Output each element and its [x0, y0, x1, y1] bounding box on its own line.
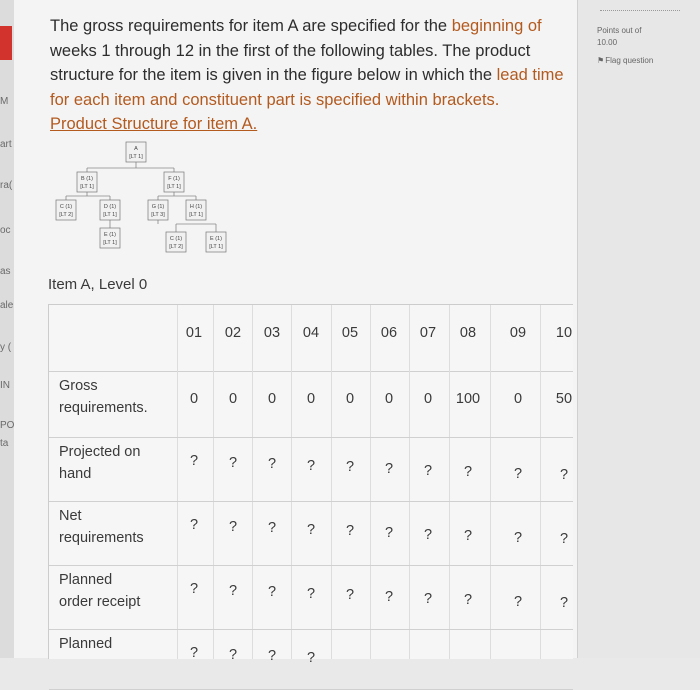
level-title: Item A, Level 0 — [48, 276, 148, 293]
left-tab-label[interactable]: PO — [0, 420, 15, 431]
mrp-row — [49, 371, 573, 438]
week-header: 05 — [341, 325, 359, 341]
left-tab-label[interactable]: IN — [0, 380, 10, 391]
mrp-row-label-line: requirements — [59, 530, 144, 546]
mrp-value-cell: 0 — [384, 391, 394, 407]
mrp-input-cell[interactable]: ? — [384, 461, 394, 477]
highlight-beginning: beginning of — [451, 17, 542, 35]
question-line-4: for each item and constituent part is specified within brackets. — [50, 90, 500, 109]
product-structure-link[interactable]: Product Structure for item A. — [50, 115, 258, 133]
mrp-input-cell[interactable]: ? — [384, 589, 394, 605]
mrp-input-cell[interactable]: ? — [423, 590, 433, 607]
diagram-node — [164, 172, 184, 192]
mrp-value-cell: 0 — [228, 391, 238, 407]
left-tab-label[interactable]: ra( — [0, 180, 13, 191]
question-line-1: The gross requirements for item A are specified for the — [50, 17, 452, 35]
mrp-input-cell[interactable]: ? — [345, 587, 355, 604]
mrp-value-cell: 0 — [306, 391, 316, 407]
week-header: 09 — [509, 325, 527, 341]
mrp-row-label-line: hand — [59, 466, 92, 482]
diagram-node-name: F (1) — [168, 176, 180, 182]
mrp-value-cell: 100 — [455, 391, 481, 407]
left-tab-label[interactable]: as — [0, 266, 11, 277]
product-structure-svg — [50, 140, 240, 262]
mrp-input-cell[interactable]: ? — [189, 453, 199, 469]
mrp-table — [48, 304, 573, 666]
diagram-node-lead-time: [LT 1] — [209, 244, 223, 250]
week-header: 08 — [459, 325, 477, 341]
mrp-input-cell[interactable]: ? — [267, 520, 277, 537]
mrp-row-label — [59, 565, 140, 613]
week-header: 02 — [224, 325, 242, 341]
diagram-node-lead-time: [LT 1] — [189, 212, 203, 218]
diagram-node — [186, 200, 206, 220]
left-tab-label[interactable]: ale — [0, 300, 14, 311]
diagram-node-lead-time: [LT 3] — [151, 212, 165, 218]
mrp-row-label-line: Net — [59, 508, 82, 524]
points-label: Points out of — [597, 26, 642, 35]
mrp-row — [49, 629, 573, 690]
mrp-row-label-line: Gross — [59, 378, 98, 394]
diagram-node-name: C (1) — [59, 204, 73, 210]
question-info-panel — [577, 0, 700, 658]
mrp-input-cell[interactable]: ? — [189, 581, 199, 597]
diagram-node — [206, 232, 226, 252]
mrp-input-cell[interactable]: ? — [345, 459, 355, 476]
diagram-node — [166, 232, 186, 252]
mrp-row-label-line: order receipt — [59, 594, 141, 610]
diagram-node-name: E (1) — [210, 236, 222, 242]
week-header: 07 — [419, 325, 437, 341]
mrp-input-cell[interactable]: ? — [267, 584, 277, 601]
points-value: 10.00 — [597, 38, 618, 47]
mrp-row-label — [59, 371, 148, 419]
mrp-row-label — [59, 501, 144, 549]
mrp-input-cell[interactable]: ? — [559, 467, 569, 484]
mrp-input-cell[interactable]: ? — [306, 585, 316, 602]
diagram-node — [126, 142, 146, 162]
diagram-node-lead-time: [LT 1] — [129, 154, 143, 160]
question-text — [50, 14, 570, 137]
mrp-input-cell[interactable]: ? — [306, 521, 316, 538]
diagram-node-name: G (1) — [151, 204, 165, 210]
mrp-input-cell[interactable]: ? — [228, 646, 238, 663]
week-header: 10 — [555, 325, 573, 341]
mrp-input-cell[interactable]: ? — [228, 582, 238, 599]
diagram-node-lead-time: [LT 1] — [80, 184, 94, 190]
mrp-input-cell[interactable]: ? — [513, 593, 523, 610]
diagram-node — [56, 200, 76, 220]
mrp-input-cell[interactable]: ? — [306, 649, 316, 666]
mrp-input-cell[interactable]: ? — [463, 464, 473, 481]
mrp-row-label-line: Planned — [59, 572, 113, 588]
week-header: 01 — [185, 325, 203, 341]
mrp-input-cell[interactable]: ? — [463, 592, 473, 609]
mrp-row — [49, 565, 573, 630]
diagram-node-lead-time: [LT 2] — [169, 244, 183, 250]
diagram-node-lead-time: [LT 1] — [167, 184, 181, 190]
flag-question-label: Flag question — [605, 56, 654, 65]
left-tab-label[interactable]: oc — [0, 225, 11, 236]
right-top-divider — [600, 10, 680, 11]
mrp-input-cell[interactable]: ? — [189, 517, 199, 533]
question-line-2: weeks 1 through 12 in the first of the following tables. The product — [50, 41, 531, 60]
mrp-input-cell[interactable]: ? — [559, 531, 569, 548]
diagram-node-name: H (1) — [189, 204, 203, 210]
mrp-input-cell[interactable]: ? — [513, 529, 523, 546]
mrp-input-cell[interactable]: ? — [345, 523, 355, 540]
mrp-value-cell: 50 — [555, 391, 573, 407]
mrp-input-cell[interactable]: ? — [423, 526, 433, 543]
diagram-node-name: E (1) — [104, 232, 116, 238]
mrp-row-label-line: Projected on — [59, 444, 141, 460]
left-red-marker — [0, 26, 12, 60]
week-header: 06 — [380, 325, 398, 341]
week-header: 03 — [263, 325, 281, 341]
mrp-input-cell[interactable]: ? — [267, 456, 277, 473]
mrp-row-label — [59, 629, 112, 655]
left-strip — [0, 0, 14, 658]
diagram-node-name: A — [134, 146, 138, 152]
mrp-row — [49, 437, 573, 502]
mrp-input-cell[interactable]: ? — [189, 645, 199, 661]
diagram-node-lead-time: [LT 1] — [103, 212, 117, 218]
week-header: 04 — [302, 325, 320, 341]
mrp-value-cell: 0 — [267, 391, 277, 407]
diagram-node-name: D (1) — [103, 204, 117, 210]
mrp-value-cell: 0 — [189, 391, 199, 407]
mrp-input-cell[interactable]: ? — [267, 648, 277, 665]
question-line-3: structure for the item is given in the figure below in which the — [50, 66, 497, 84]
diagram-node-name: C (1) — [169, 236, 183, 242]
diagram-node — [148, 200, 168, 220]
mrp-input-cell[interactable]: ? — [228, 518, 238, 535]
left-tab-label[interactable]: M — [0, 96, 9, 107]
left-tab-label[interactable]: ta — [0, 438, 9, 449]
diagram-node — [100, 200, 120, 220]
diagram-nodes — [56, 142, 226, 252]
mrp-value-cell: 0 — [423, 391, 433, 407]
mrp-row-label-line: requirements. — [59, 400, 148, 416]
mrp-input-cell[interactable]: ? — [513, 465, 523, 482]
product-structure-diagram — [50, 140, 240, 262]
left-tab-label[interactable]: y ( — [0, 342, 12, 353]
question-content — [14, 0, 577, 666]
mrp-row — [49, 501, 573, 566]
mrp-input-cell[interactable]: ? — [423, 462, 433, 479]
mrp-row-label-line: Planned — [59, 636, 113, 652]
diagram-node — [100, 228, 120, 248]
mrp-input-cell[interactable]: ? — [384, 525, 394, 541]
flag-icon: ⚑ — [597, 56, 605, 65]
highlight-lead-time: lead time — [496, 66, 564, 84]
mrp-value-cell: 0 — [345, 391, 355, 407]
mrp-input-cell[interactable]: ? — [228, 454, 238, 471]
diagram-node — [77, 172, 97, 192]
mrp-input-cell[interactable]: ? — [463, 528, 473, 545]
mrp-input-cell[interactable]: ? — [306, 457, 316, 474]
mrp-value-cell: 0 — [513, 391, 523, 407]
diagram-node-lead-time: [LT 2] — [59, 212, 73, 218]
mrp-row-label — [59, 437, 140, 485]
mrp-input-cell[interactable]: ? — [559, 595, 569, 612]
flag-question-button[interactable] — [597, 56, 653, 65]
diagram-node-name: B (1) — [81, 176, 93, 182]
left-tab-label[interactable]: art — [0, 139, 12, 150]
diagram-node-lead-time: [LT 1] — [103, 240, 117, 246]
